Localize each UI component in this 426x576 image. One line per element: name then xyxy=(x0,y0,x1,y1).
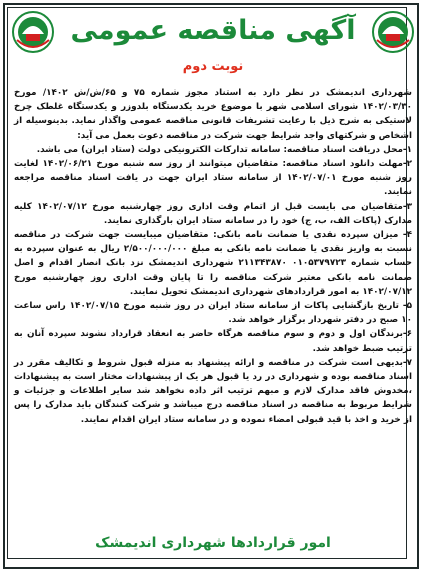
issuer-signature: امور قراردادها شهرداری اندیمشک xyxy=(95,535,331,551)
edition-label: نوبت دوم xyxy=(182,59,244,74)
clause-7: ۷-بدیهی است شرکت در مناقصه و ارائه پیشنهاد به منزله قبول شروط و تکالیف مقرر در اسناد مناقصه بوده و شهرداری در رد یا قبول هر یک از پیشنهادات مختار است به پیشنهادات ،مخدوش فاقد مدارک لازم و مبهم ترتیب اثر داده نخواهد شد سایر اطلاعات و جزئیات و شرایط مربوط به مناقصه در اسناد مناقصه درج میباشد و شرکت کنندگان باید مدارک را پس از خرید و اخذ با قید قبولی امضاء نموده و در سامانه ستاد ایران اقدام نمایند. xyxy=(14,357,412,425)
clause-1: ۱-محل دریافت اسناد مناقصه: سامانه تدارکات الکترونیکی دولت (ستاد ایران) می باشد. xyxy=(36,144,412,155)
announcement-body xyxy=(14,86,412,427)
municipality-emblem-icon xyxy=(10,10,56,54)
clause-6: ۶-برندگان اول و دوم و سوم مناقصه هرگاه حاضر به انعقاد قرارداد نشوند سپرده آنان به ترتیب ضبط خواهد شد. xyxy=(14,329,412,354)
clause-2: ۲-مهلت دانلود اسناد مناقصه: متقاضیان میتوانند از روز سه شنبه مورخ ۱۴۰۲/۰۶/۲۱ لغایت روز شنبه مورخ ۱۴۰۲/۰۷/۰۱ از سامانه ستاد ایران جهت در یافت اسناد مناقصه مراجعه نمایند. xyxy=(14,159,413,198)
clause-5: ۵- تاریخ بازگشایی پاکات از سامانه ستاد ایران در روز شنبه مورخ ۱۴۰۲/۰۷/۱۵ راس ساعت ۱۰ صبح در دفتر شهردار برگزار خواهد شد. xyxy=(14,301,412,326)
intro-paragraph: شهرداری اندیمشک در نظر دارد به استناد مجوز شماره ۷۵ و ۶۵/ش/ش ۱۴۰۲/ مورخ ۱۴۰۲/۰۳/۳۰ شورای اسلامی شهر با موضوع خرید یکدستگاه بلدوزر و یکدستگاه غلطک چرخ لاستیکی به شرح ذیل با رعایت تشریفات قانونی مناقصه عمومی واگذار نماید. بدینوسیله از اشخاص و شرکتهای واجد شرایط جهت شرکت در مناقصه دعوت بعمل می آید: xyxy=(14,88,413,141)
clause-4: ۴- میزان سپرده نقدی یا ضمانت نامه بانکی: متقاضیان میبایست جهت شرکت در مناقصه نسبت به واریز نقدی یا ضمانت نامه بانکی به مبلغ ۲/۵۰۰/۰۰۰/۰۰۰ ریال به عنوان سپرده به حساب شماره ۰۱۰۵۳۷۹۷۲۳ ۲۱۱۳۴۳۸۷۰ شهرداری اندیمشک نزد بانک انصار اقدام و اصل ضمانت نامه بانکی معتبر شرکت مناقصه را تا پایان وقت اداری روز چهارشنبه مورخ ۱۴۰۲/۰۷/۱۲ به امور قراردادهای شهرداری اندیمشک تحویل نمایند. xyxy=(14,230,413,297)
municipality-emblem-icon xyxy=(370,10,416,54)
page-title: آگهی مناقصه عمومی xyxy=(70,15,356,46)
clause-3: ۳-متقاضیان می بایست قبل از اتمام وقت اداری روز چهارشنبه مورخ ۱۴۰۲/۰۷/۱۲ کلیه مدارک (پاکات الف، ب، ج) خود را در سامانه ستاد ایران بارگذاری نمایند. xyxy=(14,201,412,226)
